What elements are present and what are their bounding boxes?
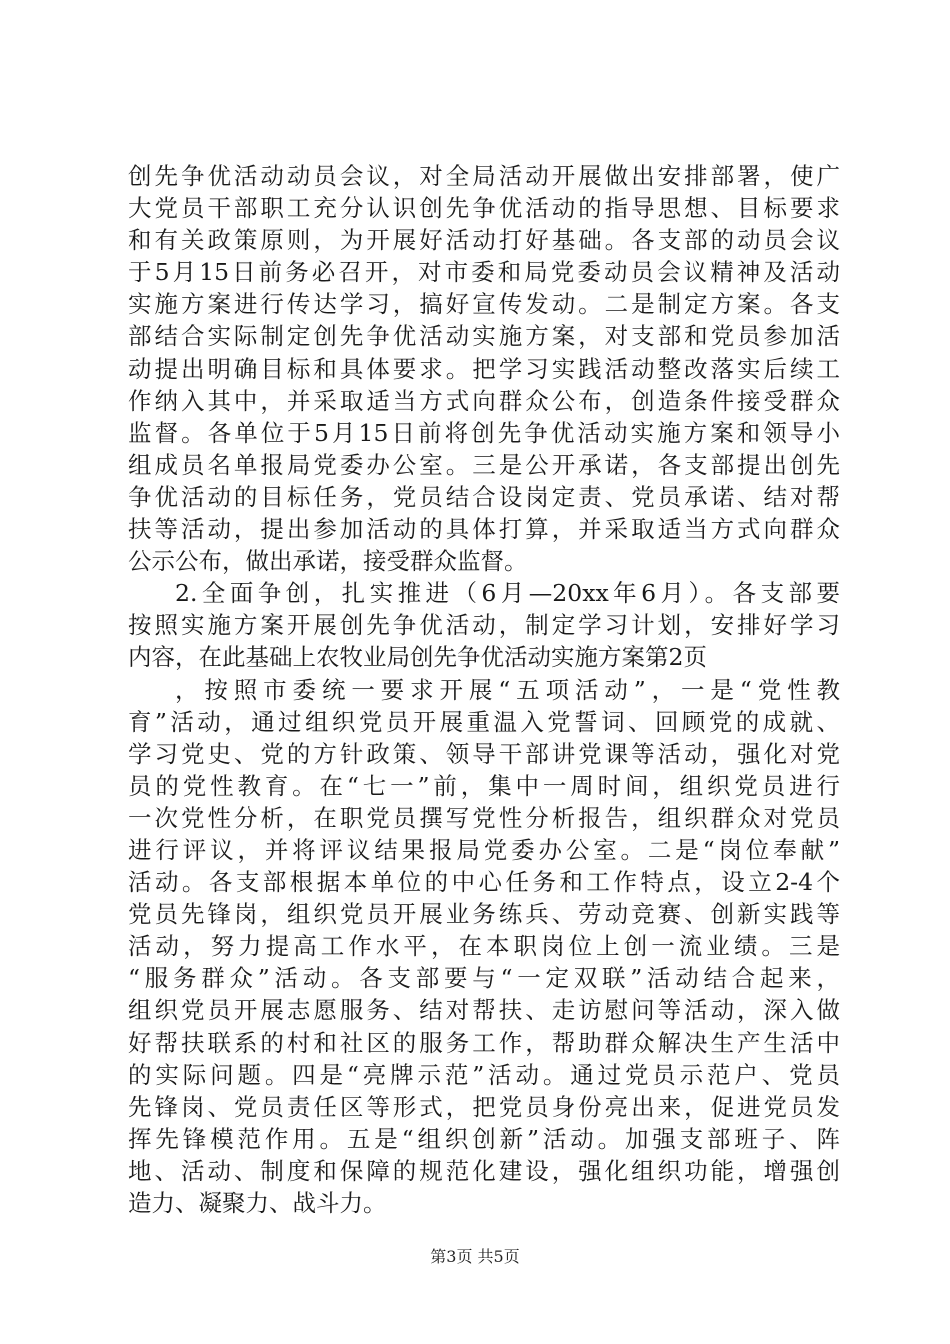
text-line: 动提出明确目标和具体要求。把学习实践活动整改落实后续工	[128, 354, 840, 383]
text-line: 于5月15日前务必召开，对市委和局党委动员会议精神及活动	[128, 258, 840, 287]
text-line: 党员先锋岗，组织党员开展业务练兵、劳动竞赛、创新实践等	[128, 900, 840, 929]
text-line: 组织党员开展志愿服务、结对帮扶、走访慰问等活动，深入做	[128, 996, 840, 1025]
text-line-paragraph-start: ，按照市委统一要求开展“五项活动”，一是“党性教	[175, 675, 840, 704]
text-line: 好帮扶联系的村和社区的服务工作，帮助群众解决生产生活中	[128, 1028, 840, 1057]
text-line: 按照实施方案开展创先争优活动，制定学习计划，安排好学习	[128, 611, 840, 640]
text-line: 活动。各支部根据本单位的中心任务和工作特点，设立2-4个	[128, 868, 840, 897]
text-line: 的实际问题。四是“亮牌示范”活动。通过党员示范户、党员	[128, 1060, 840, 1089]
text-line: 造力、凝聚力、战斗力。	[128, 1189, 387, 1217]
text-line: 挥先锋模范作用。五是“组织创新”活动。加强支部班子、阵	[128, 1124, 840, 1153]
text-line: 和有关政策原则，为开展好活动打好基础。各支部的动员会议	[128, 226, 840, 255]
text-line: 争优活动的目标任务，党员结合设岗定责、党员承诺、结对帮	[128, 482, 840, 511]
text-line: 活动，努力提高工作水平，在本职岗位上创一流业绩。三是	[128, 932, 840, 961]
text-line: 地、活动、制度和保障的规范化建设，强化组织功能，增强创	[128, 1156, 840, 1185]
document-body	[128, 160, 840, 1219]
text-line: 公示公布，做出承诺，接受群众监督。	[128, 547, 528, 576]
page-number-label: 第3页 共5页	[430, 1247, 520, 1266]
text-line: 大党员干部职工充分认识创先争优活动的指导思想、目标要求	[128, 194, 840, 223]
text-line: 部结合实际制定创先争优活动实施方案，对支部和党员参加活	[128, 322, 840, 351]
text-line-paragraph-start: 2.全面争创，扎实推进（6月—20xx年6月）。各支部要	[175, 579, 840, 608]
text-line: 作纳入其中，并采取适当方式向群众公布，创造条件接受群众	[128, 386, 840, 415]
text-line: “服务群众”活动。各支部要与“一定双联”活动结合起来，	[128, 964, 840, 993]
text-line: 员的党性教育。在“七一”前，集中一周时间，组织党员进行	[128, 771, 840, 800]
text-line: 内容，在此基础上农牧业局创先争优活动实施方案第2页	[128, 643, 707, 672]
text-line: 一次党性分析，在职党员撰写党性分析报告，组织群众对党员	[128, 803, 840, 832]
text-line: 组成员名单报局党委办公室。三是公开承诺，各支部提出创先	[128, 450, 840, 479]
text-line: 实施方案进行传达学习，搞好宣传发动。二是制定方案。各支	[128, 290, 840, 319]
text-line: 扶等活动，提出参加活动的具体打算，并采取适当方式向群众	[128, 515, 840, 544]
text-line: 育”活动，通过组织党员开展重温入党誓词、回顾党的成就、	[128, 707, 840, 736]
text-line: 进行评议，并将评议结果报局党委办公室。二是“岗位奉献”	[128, 835, 840, 864]
text-line: 创先争优活动动员会议，对全局活动开展做出安排部署，使广	[128, 162, 840, 190]
text-line: 学习党史、党的方针政策、领导干部讲党课等活动，强化对党	[128, 739, 840, 768]
page-footer	[0, 1244, 950, 1267]
text-line: 监督。各单位于5月15日前将创先争优活动实施方案和领导小	[128, 418, 840, 447]
text-line: 先锋岗、党员责任区等形式，把党员身份亮出来，促进党员发	[128, 1092, 840, 1121]
